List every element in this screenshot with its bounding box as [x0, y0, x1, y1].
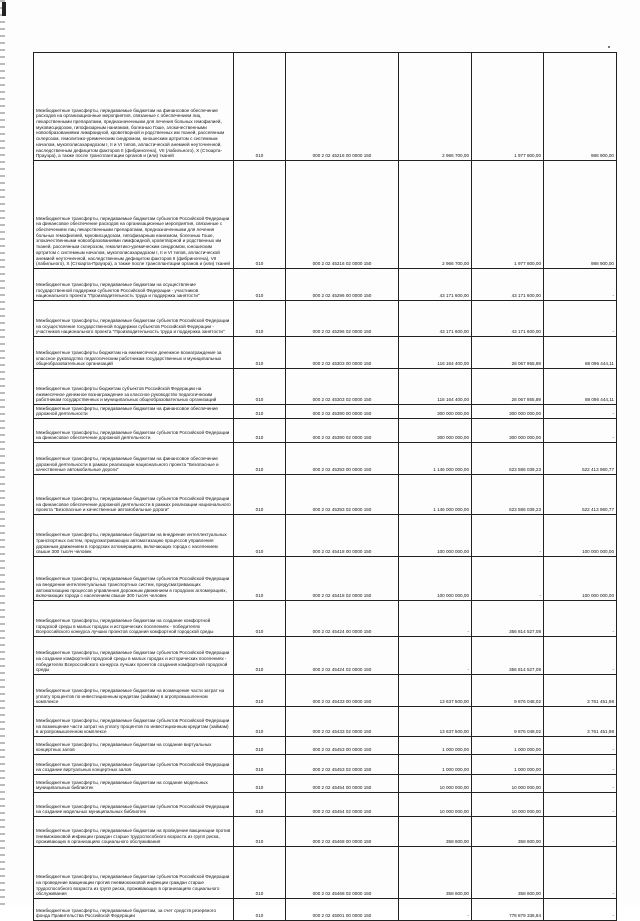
row-plan: 10 000 000,00 — [399, 775, 472, 793]
row-rest: - — [544, 419, 617, 443]
row-name: Межбюджетные трансферты, передаваемые бюджетам на создание виртуальных концертных залов — [34, 737, 234, 755]
row-plan: 300 000 000,00 — [399, 419, 472, 443]
table-row — [34, 419, 617, 443]
row-rest: - — [544, 755, 617, 775]
row-kbk: 000 2 02 45216 00 0000 150 — [286, 53, 399, 161]
row-code: 010 — [234, 707, 286, 737]
row-rest: - — [544, 301, 617, 337]
row-rest: 100 000 000,00 — [544, 515, 617, 557]
table-row — [34, 161, 617, 269]
row-name: Межбюджетные трансферты, передаваемые бюджетам субъектов Российской Федерации на осуществление государственной поддержки субъектов Российской Федерации - участников национального проекта "Производительность труда и поддержка занятости" — [34, 301, 234, 337]
scan-dot — [608, 46, 610, 48]
row-kbk: 000 2 02 45454 00 0000 150 — [286, 775, 399, 793]
row-rest: - — [544, 775, 617, 793]
row-kbk: 000 2 02 45393 02 0000 150 — [286, 475, 399, 515]
row-exec: 1 977 800,00 — [472, 161, 544, 269]
row-kbk: 000 2 02 45393 00 0000 150 — [286, 443, 399, 475]
row-code: 010 — [234, 475, 286, 515]
row-exec: 356 814 527,08 — [472, 637, 544, 675]
table-row — [34, 53, 617, 161]
row-rest: 3 761 451,98 — [544, 707, 617, 737]
row-kbk: 000 2 02 45468 02 0000 150 — [286, 847, 399, 899]
row-code: 010 — [234, 847, 286, 899]
row-exec: 1 000 000,00 — [472, 737, 544, 755]
row-plan: 300 000 000,00 — [399, 405, 472, 419]
row-code: 010 — [234, 419, 286, 443]
row-name: Межбюджетные трансферты, передаваемые бюджетам субъектов Российской Федерации на финансовое обеспечение расходов на организационные мероприятия, связанные с обеспечением лиц лекарственными препаратами, предназначенными для лечения больных гемофилией, муковисцидозом, гипофизарным нанизмом, болезнью Гоше, злокачественными новообразованиями лимфоидной, кроветворной и родственных им тканей, рассеянным склерозом, гемолитико-уремическим синдромом, юношеским артритом с системным началом, мукополисахаридозом I, II и VI типов, апластической анемией неуточненной, наследственным дефицитом факторов II (фибриногена), VII (лабильного), X (Стюарта-Прауэра), а также после трансплантации органов и (или) тканей — [34, 161, 234, 269]
row-exec: 1 977 800,00 — [472, 53, 544, 161]
row-code: 010 — [234, 675, 286, 707]
row-exec: 9 876 048,02 — [472, 707, 544, 737]
row-exec: 778 879 336,84 — [472, 899, 544, 921]
row-rest: 988 900,00 — [544, 161, 617, 269]
row-name: Межбюджетные трансферты, передаваемые бюджетам на финансовое обеспечение дорожной деятельности в рамках реализации национального проекта "Безопасные и качественные автомобильные дороги" — [34, 443, 234, 475]
row-kbk: 000 2 02 45433 02 0000 150 — [286, 707, 399, 737]
row-plan: 1 000 000,00 — [399, 755, 472, 775]
row-code: 010 — [234, 405, 286, 419]
row-name: Межбюджетные трансферты бюджетам на ежемесячное денежное вознаграждение за классное руководство педагогическим работникам государственных и муниципальных общеобразовательных организаций — [34, 337, 234, 369]
table-row — [34, 269, 617, 301]
row-rest: 88 096 444,11 — [544, 369, 617, 405]
row-plan: 2 966 700,00 — [399, 53, 472, 161]
row-exec: 43 171 600,00 — [472, 301, 544, 337]
row-kbk: 000 2 02 45296 00 0000 150 — [286, 269, 399, 301]
row-exec: 358 600,00 — [472, 817, 544, 847]
row-kbk: 000 2 02 45424 02 0000 150 — [286, 637, 399, 675]
row-plan: 1 146 000 000,00 — [399, 475, 472, 515]
row-kbk: 000 2 02 45001 00 0000 150 — [286, 899, 399, 921]
table-row — [34, 675, 617, 707]
row-rest: - — [544, 899, 617, 921]
row-name: Межбюджетные трансферты, передаваемые бюджетам субъектов Российской Федерации на внедрение интеллектуальных транспортных систем, предусматривающих автоматизацию процессов управления дорожным движением в городских агломерациях, включающих города с населением свыше 300 тысяч человек — [34, 557, 234, 601]
row-exec: 623 586 039,23 — [472, 443, 544, 475]
row-code: 010 — [234, 337, 286, 369]
table-row — [34, 601, 617, 637]
row-kbk: 000 2 02 45433 00 0000 150 — [286, 675, 399, 707]
row-rest: 988 900,00 — [544, 53, 617, 161]
row-code: 010 — [234, 737, 286, 755]
row-exec: 300 000 000,00 — [472, 405, 544, 419]
row-kbk: 000 2 02 45424 00 0000 150 — [286, 601, 399, 637]
row-kbk: 000 2 02 45216 02 0000 150 — [286, 161, 399, 269]
table-row — [34, 755, 617, 775]
row-code: 010 — [234, 269, 286, 301]
row-kbk: 000 2 02 45454 02 0000 150 — [286, 793, 399, 817]
row-name: Межбюджетные трансферты, передаваемые бюджетам на финансовое обеспечение расходов на организационные мероприятия, связанные с обеспечением лиц лекарственными препаратами, предназначенными для лечения больных гемофилией, муковисцидозом, гипофизарным нанизмом, болезнью Гоше, злокачественными новообразованиями лимфоидной, кроветворной и родственных им тканей, рассеянным склерозом, гемолитико-уремическим синдромом, юношеским артритом с системным началом, мукополисахаридозом I, II и VI типов, апластической анемией неуточненной, наследственным дефицитом факторов II (фибриногена), VII (лабильного), X (Стюарта-Прауэра), а также после трансплантации органов и (или) тканей — [34, 53, 234, 161]
row-code: 010 — [234, 443, 286, 475]
row-code: 010 — [234, 369, 286, 405]
row-name: Межбюджетные трансферты, передаваемые бюджетам, за счет средств резервного фонда Правительства Российской Федерации — [34, 899, 234, 921]
row-plan: 43 171 600,00 — [399, 269, 472, 301]
row-exec: 358 600,00 — [472, 847, 544, 899]
row-name: Межбюджетные трансферты, передаваемые бюджетам субъектов Российской Федерации на создание виртуальных концертных залов — [34, 755, 234, 775]
table-row — [34, 557, 617, 601]
table-row — [34, 475, 617, 515]
row-plan: 13 637 500,00 — [399, 707, 472, 737]
row-exec: - — [472, 557, 544, 601]
row-name: Межбюджетные трансферты, передаваемые бюджетам субъектов Российской Федерации на проведение вакцинации против пневмококковой инфекции граждан старше трудоспособного возраста из групп риска, проживающих в организациях социального обслуживания — [34, 847, 234, 899]
row-kbk: 000 2 02 45303 00 0000 150 — [286, 337, 399, 369]
row-kbk: 000 2 02 45468 00 0000 150 — [286, 817, 399, 847]
row-name: Межбюджетные трансферты, передаваемые бюджетам на создание комфортной городской среды в малых городах и исторических поселениях - победителях Всероссийского конкурса лучших проектов создания комфортной городской среды — [34, 601, 234, 637]
row-exec: - — [472, 515, 544, 557]
row-rest: 88 096 444,11 — [544, 337, 617, 369]
scan-edge — [0, 0, 5, 905]
row-name: Межбюджетные трансферты, передаваемые бюджетам субъектов Российской Федерации на создание модельных муниципальных библиотек — [34, 793, 234, 817]
row-plan: 2 966 700,00 — [399, 161, 472, 269]
row-rest: - — [544, 847, 617, 899]
row-code: 010 — [234, 755, 286, 775]
row-exec: 300 000 000,00 — [472, 419, 544, 443]
row-name: Межбюджетные трансферты, передаваемые бюджетам на создание модельных муниципальных библиотек — [34, 775, 234, 793]
corner-mark — [2, 2, 6, 16]
row-kbk: 000 2 02 45390 02 0000 150 — [286, 419, 399, 443]
row-rest: - — [544, 817, 617, 847]
row-exec: 28 067 955,89 — [472, 369, 544, 405]
table-row — [34, 847, 617, 899]
row-code: 010 — [234, 557, 286, 601]
row-rest: - — [544, 405, 617, 419]
row-name: Межбюджетные трансферты, передаваемые бюджетам на финансовое обеспечение дорожной деятельности — [34, 405, 234, 419]
row-name: Межбюджетные трансферты, передаваемые бюджетам на возмещение части затрат на уплату процентов по инвестиционным кредитам (займам) в агропромышленном комплексе — [34, 675, 234, 707]
row-rest: 522 413 960,77 — [544, 443, 617, 475]
row-kbk: 000 2 02 45303 02 0000 150 — [286, 369, 399, 405]
row-exec: 356 814 527,08 — [472, 601, 544, 637]
row-exec: 28 067 955,89 — [472, 337, 544, 369]
row-code: 010 — [234, 899, 286, 921]
table-row — [34, 793, 617, 817]
row-plan: 100 000 000,00 — [399, 515, 472, 557]
table-row — [34, 301, 617, 337]
table-row — [34, 443, 617, 475]
table-row — [34, 515, 617, 557]
row-code: 010 — [234, 817, 286, 847]
table-row — [34, 405, 617, 419]
table-row — [34, 637, 617, 675]
row-name: Межбюджетные трансферты, передаваемые бюджетам на внедрение интеллектуальных транспортных систем, предусматривающих автоматизацию процессов управления дорожным движением в городских агломерациях, включающих города с населением свыше 300 тысяч человек — [34, 515, 234, 557]
table-row — [34, 899, 617, 921]
row-name: Межбюджетные трансферты бюджетам субъектов Российской Федерации на ежемесячное денежное вознаграждение за классное руководство педагогическим работникам государственных и муниципальных общеобразовательных организаций — [34, 369, 234, 405]
row-kbk: 000 2 02 45453 02 0000 150 — [286, 755, 399, 775]
table-row — [34, 369, 617, 405]
row-rest: - — [544, 269, 617, 301]
row-plan: 100 000 000,00 — [399, 557, 472, 601]
row-name: Межбюджетные трансферты, передаваемые бюджетам на осуществление государственной поддержки субъектов Российской Федерации - участников национального проекта "Производительность труда и поддержка занятости" — [34, 269, 234, 301]
table-row — [34, 775, 617, 793]
row-rest: - — [544, 737, 617, 755]
row-name: Межбюджетные трансферты, передаваемые бюджетам на проведение вакцинации против пневмококковой инфекции граждан старше трудоспособного возраста из групп риска, проживающих в организациях социального обслуживания — [34, 817, 234, 847]
row-exec: 9 876 048,02 — [472, 675, 544, 707]
row-code: 010 — [234, 515, 286, 557]
table-row — [34, 737, 617, 755]
row-code: 010 — [234, 161, 286, 269]
row-rest: 522 413 960,77 — [544, 475, 617, 515]
row-plan: 116 164 400,00 — [399, 369, 472, 405]
row-plan: - — [399, 899, 472, 921]
row-plan: 43 171 600,00 — [399, 301, 472, 337]
budget-table — [33, 52, 617, 921]
row-rest: - — [544, 637, 617, 675]
row-plan: 10 000 000,00 — [399, 793, 472, 817]
row-name: Межбюджетные трансферты, передаваемые бюджетам субъектов Российской Федерации на финансовое обеспечение дорожной деятельности — [34, 419, 234, 443]
row-rest: 3 761 451,98 — [544, 675, 617, 707]
row-code: 010 — [234, 601, 286, 637]
table-row — [34, 337, 617, 369]
table-row — [34, 817, 617, 847]
row-code: 010 — [234, 637, 286, 675]
row-kbk: 000 2 02 45453 00 0000 150 — [286, 737, 399, 755]
row-plan: - — [399, 637, 472, 675]
row-plan: 1 000 000,00 — [399, 737, 472, 755]
row-exec: 10 000 000,00 — [472, 775, 544, 793]
row-plan: 1 146 000 000,00 — [399, 443, 472, 475]
row-name: Межбюджетные трансферты, передаваемые бюджетам субъектов Российской Федерации на финансовое обеспечение дорожной деятельности в рамках реализации национального проекта "Безопасные и качественные автомобильные дороги" — [34, 475, 234, 515]
row-name: Межбюджетные трансферты, передаваемые бюджетам субъектов Российской Федерации на возмещение части затрат на уплату процентов по инвестиционным кредитам (займам) в агропромышленном комплексе — [34, 707, 234, 737]
row-kbk: 000 2 02 45418 02 0000 150 — [286, 557, 399, 601]
row-plan: 358 600,00 — [399, 847, 472, 899]
row-plan: 116 164 400,00 — [399, 337, 472, 369]
table-row — [34, 707, 617, 737]
row-exec: 1 000 000,00 — [472, 755, 544, 775]
row-rest: 100 000 000,00 — [544, 557, 617, 601]
row-name: Межбюджетные трансферты, передаваемые бюджетам субъектов Российской Федерации на создание комфортной городской среды в малых городах и исторических поселениях - победителях Всероссийского конкурса лучших проектов создания комфортной городской среды — [34, 637, 234, 675]
row-code: 010 — [234, 793, 286, 817]
row-code: 010 — [234, 53, 286, 161]
row-rest: - — [544, 601, 617, 637]
row-plan: - — [399, 601, 472, 637]
row-exec: 10 000 000,00 — [472, 793, 544, 817]
row-exec: 43 171 600,00 — [472, 269, 544, 301]
row-code: 010 — [234, 301, 286, 337]
row-kbk: 000 2 02 45296 02 0000 150 — [286, 301, 399, 337]
row-plan: 358 600,00 — [399, 817, 472, 847]
row-kbk: 000 2 02 45418 00 0000 150 — [286, 515, 399, 557]
row-exec: 623 586 039,23 — [472, 475, 544, 515]
row-plan: 13 637 500,00 — [399, 675, 472, 707]
row-code: 010 — [234, 775, 286, 793]
row-rest: - — [544, 793, 617, 817]
row-kbk: 000 2 02 45390 00 0000 150 — [286, 405, 399, 419]
